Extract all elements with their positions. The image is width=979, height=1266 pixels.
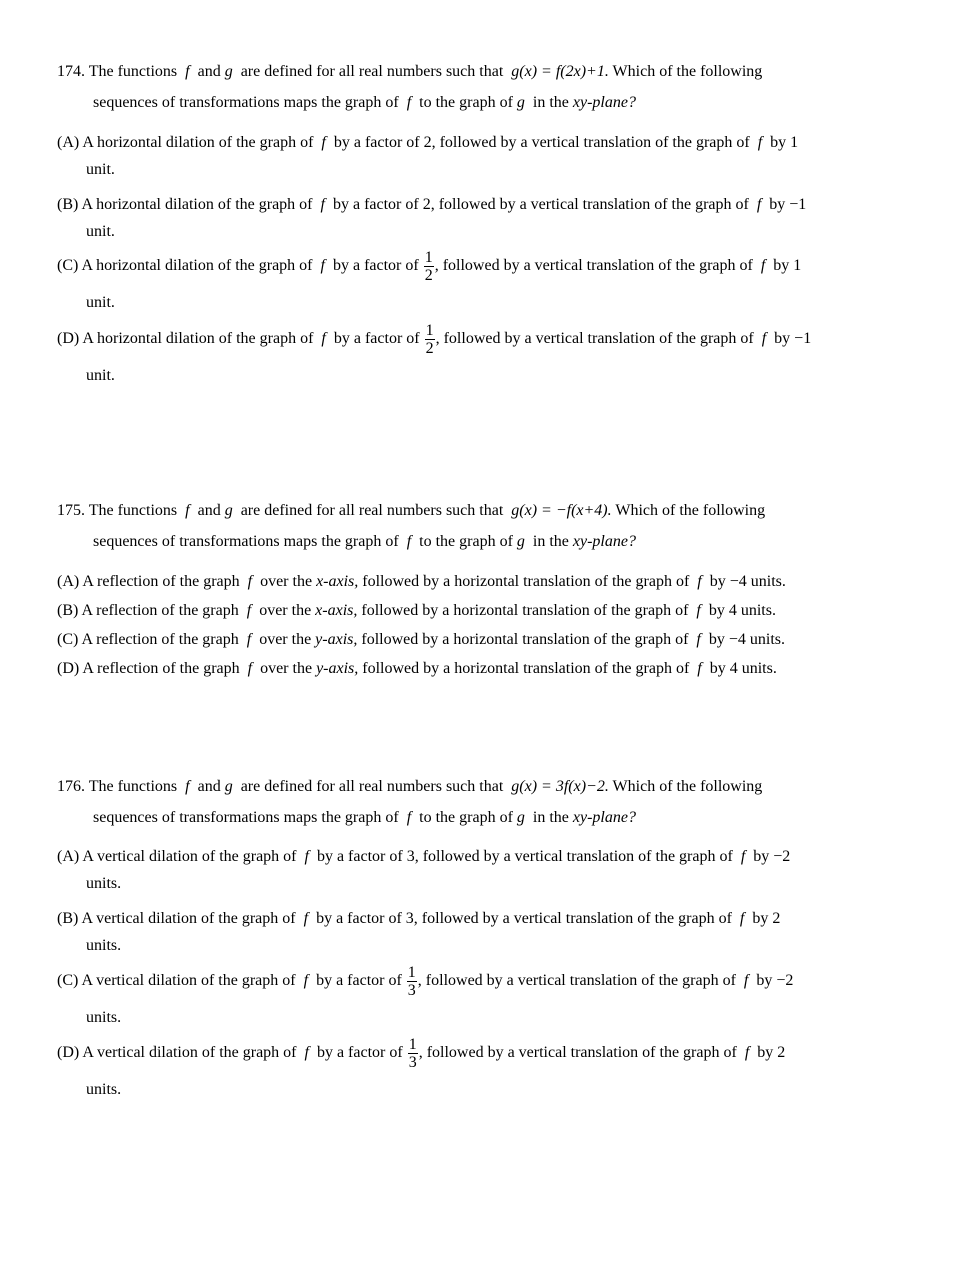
answer-choice-d[interactable]: (D) A horizontal dilation of the graph of f by a factor of $\frac{1}{2}$ , followed by a vertical translation of the graph of f by −1: [57, 321, 812, 357]
answer-choice-b[interactable]: (B) A horizontal dilation of the graph of f by a factor of 2, followed by a vertical translation of the graph of f by −1: [57, 196, 807, 213]
question-stem-line1: 174. The functions f and g are defined for all real numbers such that g(x) = f(2x)+1. Which of the following: [57, 63, 763, 80]
question-stem-line2: sequences of transformations maps the graph of f to the graph of g in the xy-plane?: [93, 94, 636, 111]
answer-choice-d[interactable]: (D) A reflection of the graph f over the y-axis, followed by a horizontal translation of the graph of f by 4 units.: [57, 660, 777, 677]
equation: g(x) = f(2x)+1.: [511, 63, 609, 80]
answer-choice-b[interactable]: (B) A vertical dilation of the graph of f by a factor of 3, followed by a vertical translation of the graph of f by 2: [57, 910, 781, 927]
answer-choice-d-cont: unit.: [86, 367, 115, 384]
answer-choice-c[interactable]: (C) A horizontal dilation of the graph of f by a factor of $\frac{1}{2}$ , followed by a vertical translation of the graph of f by 1: [57, 248, 802, 284]
question-stem-line1: 176. The functions f and g are defined for all real numbers such that g(x) = 3f(x)−2. Which of the following: [57, 778, 763, 795]
answer-choice-b[interactable]: (B) A reflection of the graph f over the x-axis, followed by a horizontal translation of the graph of f by 4 units.: [57, 602, 776, 619]
fraction: $\frac{1}{3}$: [408, 1035, 417, 1071]
answer-choice-c[interactable]: (C) A reflection of the graph f over the y-axis, followed by a horizontal translation of the graph of f by −4 units.: [57, 631, 785, 648]
question-number: 174.: [57, 63, 85, 80]
answer-choice-a-cont: unit.: [86, 161, 115, 178]
fraction: $\frac{1}{3}$: [407, 963, 416, 999]
equation: g(x) = 3f(x)−2.: [511, 778, 609, 795]
question-number: 175.: [57, 502, 85, 519]
question-stem-line1: 175. The functions f and g are defined for all real numbers such that g(x) = −f(x+4). Which of the following: [57, 502, 766, 519]
answer-choice-c[interactable]: (C) A vertical dilation of the graph of f by a factor of $\frac{1}{3}$ , followed by a vertical translation of the graph of f by −2: [57, 963, 794, 999]
answer-choice-c-cont: units.: [86, 1009, 122, 1026]
fraction: $\frac{1}{2}$: [425, 321, 434, 357]
fraction: $\frac{1}{2}$: [424, 248, 433, 284]
answer-choice-d-cont: units.: [86, 1081, 122, 1098]
answer-choice-a-cont: units.: [86, 875, 122, 892]
answer-choice-c-cont: unit.: [86, 294, 115, 311]
answer-choice-b-cont: unit.: [86, 223, 115, 240]
equation: g(x) = −f(x+4).: [511, 502, 612, 519]
answer-choice-a[interactable]: (A) A horizontal dilation of the graph of f by a factor of 2, followed by a vertical translation of the graph of f by 1: [57, 134, 799, 151]
question-number: 176.: [57, 778, 85, 795]
answer-choice-a[interactable]: (A) A reflection of the graph f over the x-axis, followed by a horizontal translation of the graph of f by −4 units.: [57, 573, 786, 590]
answer-choice-a[interactable]: (A) A vertical dilation of the graph of f by a factor of 3, followed by a vertical translation of the graph of f by −2: [57, 848, 791, 865]
answer-choice-b-cont: units.: [86, 937, 122, 954]
answer-choice-d[interactable]: (D) A vertical dilation of the graph of f by a factor of $\frac{1}{3}$ , followed by a vertical translation of the graph of f by 2: [57, 1035, 786, 1071]
question-stem-line2: sequences of transformations maps the graph of f to the graph of g in the xy-plane?: [93, 533, 636, 550]
question-stem-line2: sequences of transformations maps the graph of f to the graph of g in the xy-plane?: [93, 809, 636, 826]
